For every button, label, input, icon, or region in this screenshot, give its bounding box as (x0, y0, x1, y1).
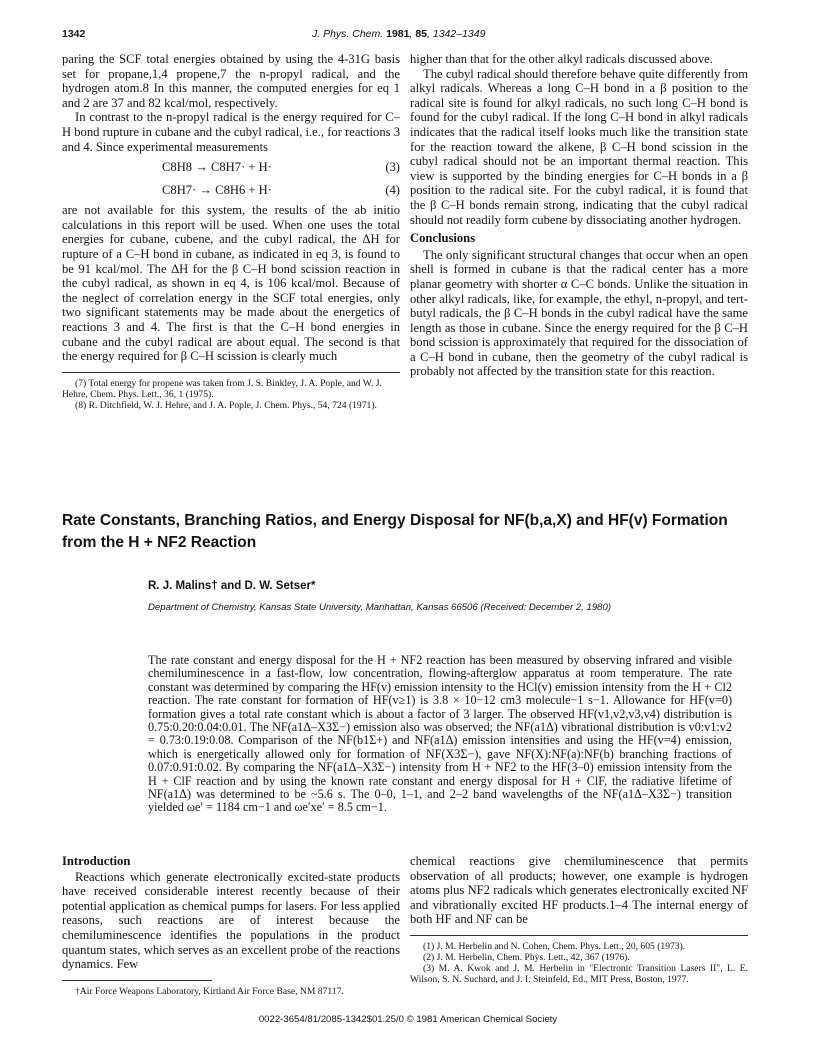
introduction-continuation: chemical reactions give chemiluminescence that permits observation of all products; however, one example is hydrogen atoms plus NF2 radicals which generates electronically excited NF and vibrationally excited HF products.1–4 The internal energy of both HF and NF can be (410, 854, 748, 927)
right-paragraph-2: The cubyl radical should therefore behave quite differently from alkyl radicals. Whereas a long C–H bond in a β position to the radical site is found for alkyl radicals, no such long C–H bond is found for the cubyl radical. If the long C–H bond in alkyl radicals indicates that the radical itself looks much like the transition state for the reaction toward the alkene, β C–H bond scission in the cubyl radical should not be an important thermal reaction. This view is supported by the binding energies for C–H bonds in a β position to the radical site. For the cubyl radical, it is found that the β C–H bonds remain strong, indicating that the cubyl radical should not readily form cubene by dissociating another hydrogen. (410, 66, 748, 227)
journal-name: J. Phys. Chem. (312, 28, 384, 40)
article-affiliation: Department of Chemistry, Kansas State University, Manhattan, Kansas 66506 (Received: December 2, 1980) (148, 602, 612, 613)
equation-4 (62, 180, 400, 200)
footnote-2: (2) J. M. Herbelin, Chem. Phys. Lett., 42, 367 (1976). (423, 951, 630, 963)
footnote-8: (8) R. Ditchfield, W. J. Hehre, and J. A. Pople, J. Chem. Phys., 54, 724 (1971). (75, 399, 377, 411)
journal-pages: , 1342–1349 (427, 28, 486, 40)
left-paragraph-2: In contrast to the n-propyl radical is the energy required for C–H bond rupture in cubane and the cubyl radical, i.e., for reactions 3 and 4. Since experimental measurements (62, 110, 400, 154)
article-title: Rate Constants, Branching Ratios, and Energy Disposal for NF(b,a,X) and HF(v) Formation from the H + NF2 Reaction (62, 512, 728, 551)
running-header (62, 28, 762, 42)
article-abstract: The rate constant and energy disposal for the H + NF2 reaction has been measured by observing infrared and visible chemiluminescence in a fast-flow, low concentration, flowing-afterglow apparatus at room temperature. The rate constant was determined by comparing the HF(v) emission intensity to the HCl(v) emission intensity from the H + Cl2 reaction. The rate constant for formation of HF(v≥1) is 3.8 × 10−12 cm3 molecule−1 s−1. Allowance for HF(v=0) formation gives a total rate constant which is about a factor of 3 larger. The observed HF(v1,v2,v3,v4) distribution is 0.75:0.20:0.04:0.01. The NF(a1Δ–X3Σ−) emission also was observed; the NF(a1Δ) vibrational distribution is v0:v1:v2 = 0.73:0.19:0.08. Comparison of the NF(b1Σ+) and NF(a1Δ) emission intensities and using the HF(v=4) emission, which is energetically allowed only for formation of NF(X3Σ−), gave NF(X):NF(a):NF(b) branching fractions of 0.07:0.91:0.02. By comparing the NF(a1Δ–X3Σ−) intensity from H + NF2 to the HF(3–0) emission intensity from the H + ClF reaction and by using the known rate constant and energy disposal for H + ClF, the radiative lifetime of NF(a1Δ) was determined to be ~5.6 s. The 0–0, 1–1, and 2–2 band wavelengths of the NF(a1Δ–X3Σ−) transition yielded ωe′ = 1184 cm−1 and ωe′xe′ = 8.5 cm−1. (148, 653, 732, 815)
introduction-paragraph: Reactions which generate electronically excited-state products have received considerable interest recently because of their potential application as chemical pumps for lasers. For less applied reasons, such reactions are of interest because the chemiluminescence identifies the populations in the product quantum states, which serves as an excellent probe of the reactions dynamics. Few (62, 869, 400, 972)
article-authors: R. J. Malins† and D. W. Setser* (148, 580, 316, 592)
intro-left-column (62, 854, 400, 997)
equation-3 (62, 157, 400, 177)
intro-right-column (410, 854, 748, 985)
equation-4-text: C8H7· → C8H6 + H· (162, 183, 272, 198)
page-footer: 0022-3654/81/2085-1342$01.25/0 © 1981 American Chemical Society (258, 1014, 558, 1025)
footnote-3: (3) M. A. Kwok and J. M. Herbelin in "Electronic Transition Lasers II", L. E. Wilson, S. N. Suchard, and J. I. Steinfeld, Ed., MIT Press, Boston, 1977. (410, 962, 748, 985)
left-paragraph-3: are not available for this system, the results of the ab initio calculations in this report will be used. When one uses the total energies for cubane, cubene, and the cubyl radical, the ΔH for rupture of a C–H bond in cubane, as indicated in eq 3, is found to be 91 kcal/mol. The ΔH for the β C–H bond scission reaction in the cubyl radical, as shown in eq 4, is 106 kcal/mol. Because of the neglect of correlation energy in the SCF total energies, only two significant statements may be made about the energetics of reactions 3 and 4. The first is that the C–H bond energies in cubane and the cubyl radical are about equal. The second is that the energy required for β C–H scission is clearly much (62, 203, 400, 364)
equation-4-number: (4) (385, 183, 400, 198)
intro-footnote-rule (62, 980, 212, 981)
equation-3-number: (3) (385, 160, 400, 175)
journal-volume: 85 (415, 28, 428, 40)
footnote-1: (1) J. M. Herbelin and N. Cohen, Chem. Phys. Lett., 20, 605 (1973). (423, 940, 686, 952)
footnote-7: (7) Total energy for propene was taken from J. S. Binkley, J. A. Pople, and W. J. Hehre, Chem. Phys. Lett., 36, 1 (1975). (62, 377, 382, 400)
intro-right-footnote-rule (410, 935, 748, 936)
footnote-rule (62, 372, 400, 373)
right-paragraph-1: higher than that for the other alkyl radicals discussed above. (410, 52, 713, 66)
page-number: 1342 (62, 28, 86, 40)
left-paragraph-1: paring the SCF total energies obtained by using the 4-31G basis set for propane,1,4 propene,7 the n-propyl radical, and the hydrogen atom.8 In this manner, the computed energies for eq 1 and 2 are 37 and 82 kcal/mol, respectively. (62, 52, 400, 110)
conclusions-paragraph: The only significant structural changes that occur when an open shell is formed in cubane is that the radical center has a more planar geometry with shorter α C–C bonds. Unlike the situation in other alkyl radicals, like, for example, the ethyl, n-propyl, and tert-butyl radicals, the β C–H bonds in the cubyl radical have the same length as those in cubane. Since the energy required for the β C–H bond scission is approximately that required for the dissociation of a C–H bond in cubane, then the geometry of the cubyl radical is probably not affected by the transition state for this reaction. (410, 247, 748, 379)
journal-year: 1981 (386, 28, 410, 40)
affiliation-footnote: †Air Force Weapons Laboratory, Kirtland Air Force Base, NM 87117. (75, 985, 344, 997)
equation-3-text: C8H8 → C8H7· + H· (162, 160, 272, 175)
journal-citation: J. Phys. Chem. 1981, 85, 1342–1349 (312, 28, 486, 40)
left-column (62, 52, 400, 411)
introduction-heading: Introduction (62, 854, 131, 868)
conclusions-heading: Conclusions (410, 231, 476, 246)
right-column (410, 52, 748, 379)
